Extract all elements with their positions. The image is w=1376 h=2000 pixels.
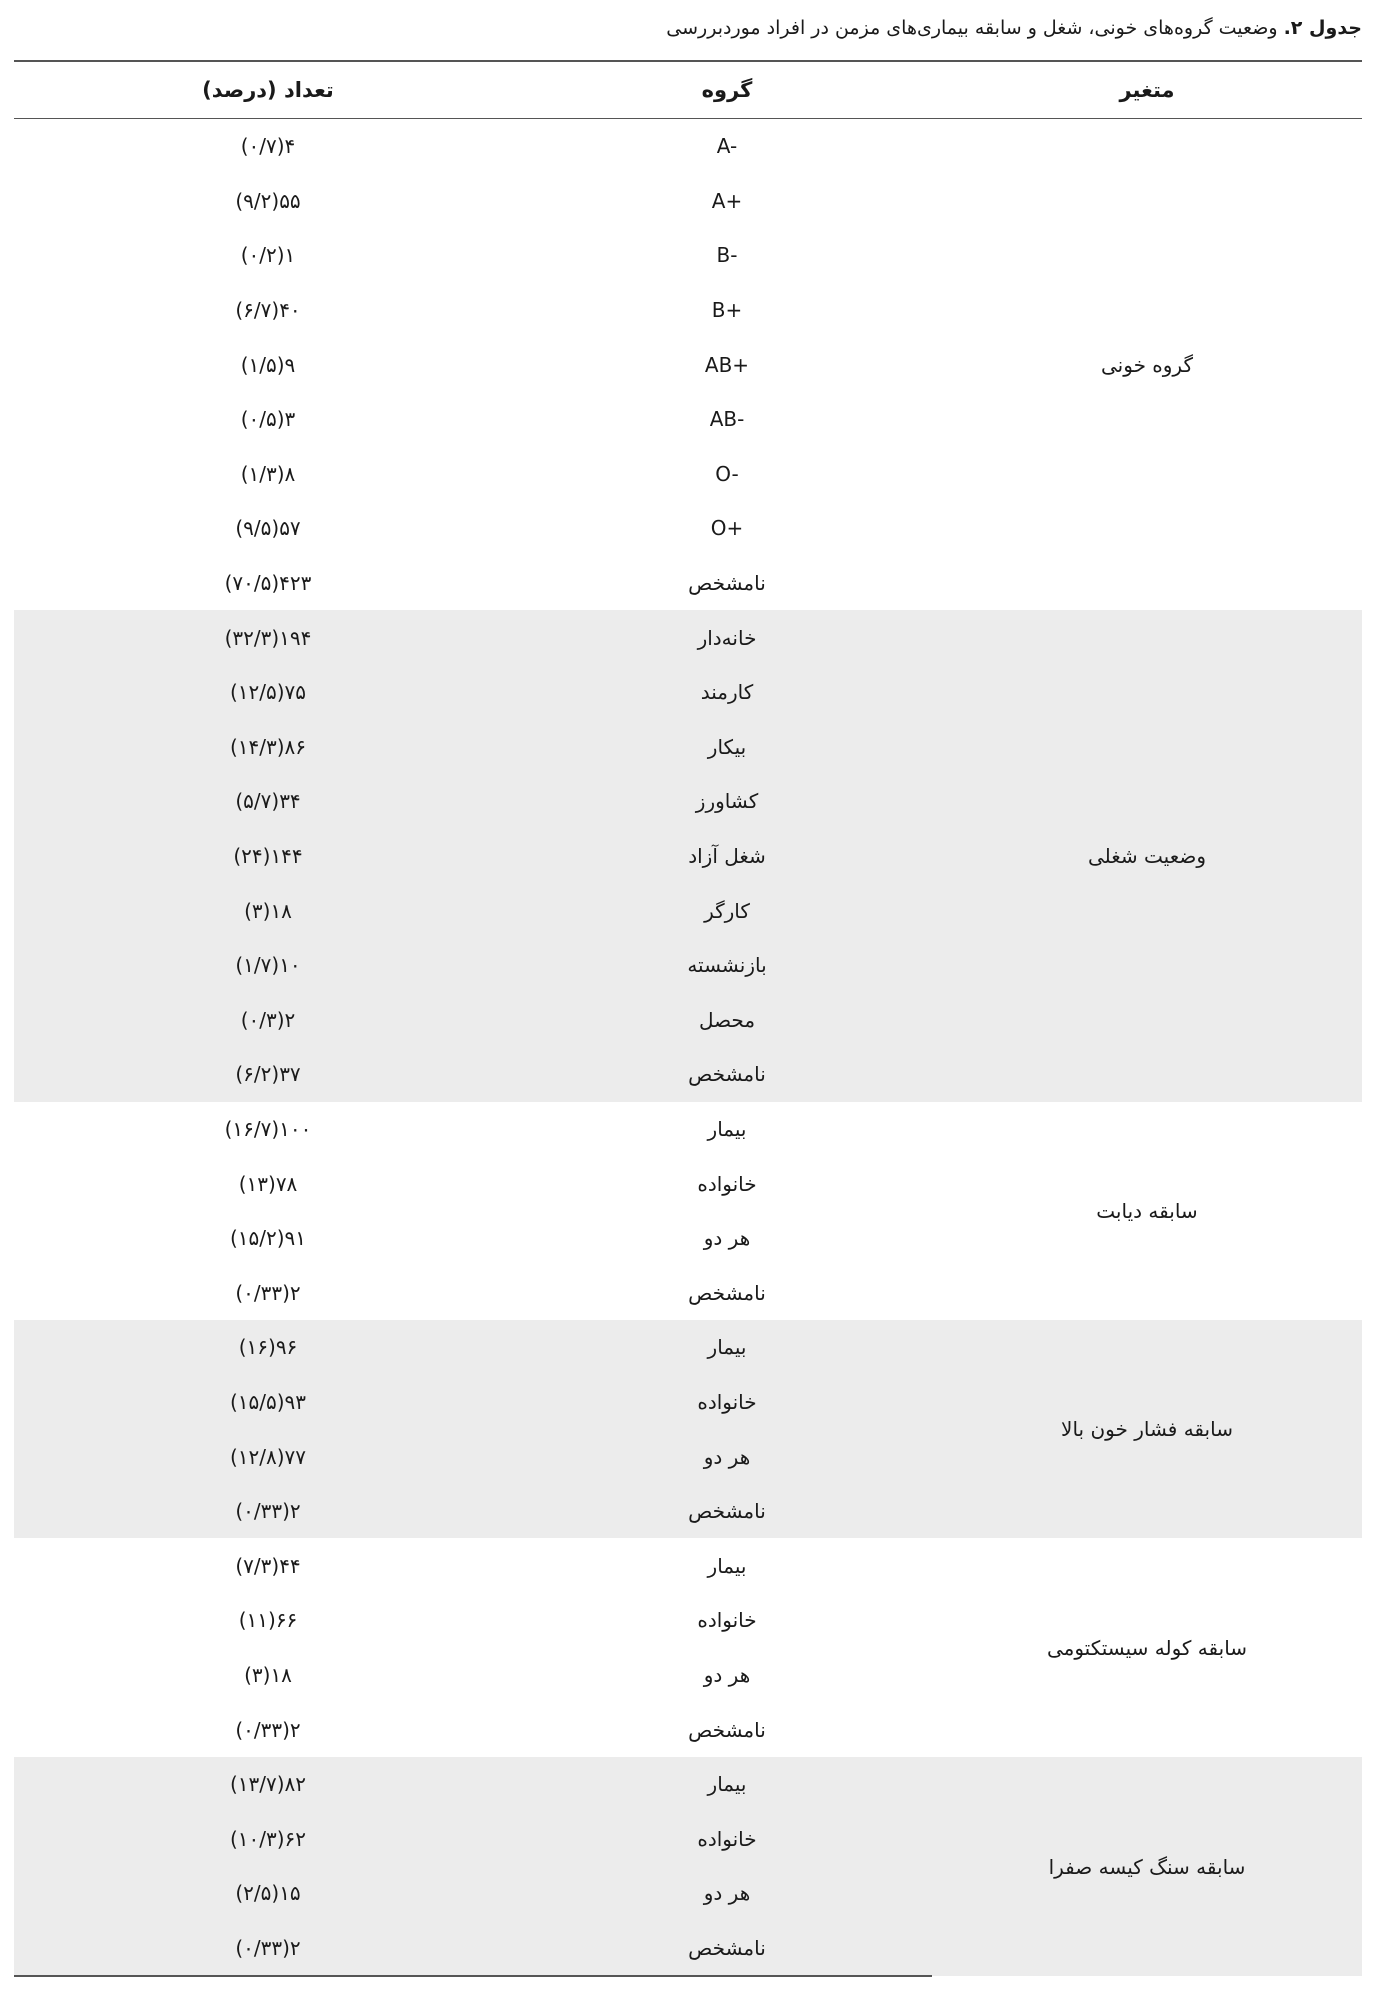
count-cell: ۵۷(۹/۵) — [235, 516, 301, 541]
caption-label: جدول ۲. — [1283, 17, 1362, 39]
group-cell: بیمار — [522, 1757, 932, 1812]
table-row — [14, 119, 1362, 174]
count-cell: ۱۰(۱/۷) — [14, 938, 522, 993]
group-cell: نامشخص — [688, 1280, 766, 1305]
count-cell: ۷۵(۱۲/۵) — [14, 665, 522, 720]
count-cell: ۹۶(۱۶) — [14, 1320, 522, 1375]
group-cell: A+ — [711, 188, 743, 213]
group-cell: O- — [715, 461, 739, 486]
count-cell: ۲(۰/۳۳) — [14, 1484, 522, 1539]
header-group: گروه — [522, 61, 932, 119]
group-cell: نامشخص — [688, 1717, 766, 1742]
count-cell: ۸(۱/۳) — [240, 461, 296, 486]
group-cell: هر دو — [703, 1662, 751, 1687]
count-cell: ۱۸(۳) — [14, 883, 522, 938]
group-cell: A- — [716, 134, 738, 159]
count-cell: ۲(۰/۳) — [14, 993, 522, 1048]
table-row — [14, 1757, 1362, 1812]
table-body — [14, 119, 1362, 1977]
group-cell: کشاورز — [522, 774, 932, 829]
group-cell: خانواده — [697, 1171, 757, 1196]
count-cell: ۷۷(۱۲/۸) — [14, 1429, 522, 1484]
caption-text: وضعیت گروه‌های خونی، شغل و سابقه بیماری‌های مزمن در افراد موردبررسی — [666, 17, 1278, 39]
count-cell: ۷۸(۱۳) — [238, 1171, 298, 1196]
count-cell: ۸۶(۱۴/۳) — [14, 720, 522, 775]
group-cell: نامشخص — [688, 571, 766, 596]
group-cell: هر دو — [703, 1226, 751, 1251]
count-cell: ۵۵(۹/۲) — [235, 188, 301, 213]
table-caption — [14, 14, 1362, 42]
count-cell: ۶۲(۱۰/۳) — [14, 1811, 522, 1866]
group-cell: خانواده — [522, 1811, 932, 1866]
group-cell: B+ — [711, 298, 743, 323]
group-cell: خانواده — [697, 1608, 757, 1633]
count-cell: ۱۵(۲/۵) — [14, 1866, 522, 1921]
group-cell: B- — [716, 243, 738, 268]
table-row — [14, 1102, 1362, 1157]
count-cell: ۱(۰/۲) — [240, 243, 296, 268]
data-table — [14, 60, 1362, 1977]
count-cell: ۹(۱/۵) — [240, 352, 296, 377]
group-cell: AB+ — [704, 352, 750, 377]
group-cell: بیمار — [522, 1320, 932, 1375]
group-cell: محصل — [522, 993, 932, 1048]
table-row — [14, 1320, 1362, 1375]
count-cell: ۳۷(۶/۲) — [14, 1047, 522, 1102]
group-cell: بیکار — [522, 720, 932, 775]
count-cell: ۲(۰/۳۳) — [14, 1921, 522, 1977]
variable-cell: سابقه دیابت — [1096, 1198, 1198, 1223]
variable-cell: وضعیت شغلی — [932, 610, 1362, 1101]
group-cell: شغل آزاد — [522, 829, 932, 884]
group-cell: نامشخص — [522, 1921, 932, 1977]
group-cell: نامشخص — [522, 1484, 932, 1539]
count-cell: ۲(۰/۳۳) — [235, 1280, 301, 1305]
count-cell: ۸۲(۱۳/۷) — [14, 1757, 522, 1812]
count-cell: ۱۰۰(۱۶/۷) — [224, 1116, 312, 1141]
group-cell: خانواده — [522, 1375, 932, 1430]
count-cell: ۱۴۴(۲۴) — [14, 829, 522, 884]
variable-cell: سابقه کوله سیستکتومی — [1046, 1635, 1248, 1660]
count-cell: ۴۰(۶/۷) — [235, 298, 301, 323]
count-cell: ۹۱(۱۵/۲) — [229, 1226, 307, 1251]
count-cell: ۴(۰/۷) — [240, 134, 296, 159]
table-header — [14, 61, 1362, 119]
variable-cell: سابقه سنگ کیسه صفرا — [932, 1757, 1362, 1976]
header-count: تعداد (درصد) — [14, 61, 522, 119]
group-cell: O+ — [710, 516, 744, 541]
variable-cell: سابقه فشار خون بالا — [932, 1320, 1362, 1538]
group-cell: هر دو — [522, 1866, 932, 1921]
count-cell: ۴۲۳(۷۰/۵) — [224, 571, 312, 596]
group-cell: کارمند — [522, 665, 932, 720]
count-cell: ۳(۰/۵) — [240, 407, 296, 432]
group-cell: هر دو — [522, 1429, 932, 1484]
count-cell: ۱۹۴(۳۲/۳) — [14, 610, 522, 665]
group-cell: خانه‌دار — [522, 610, 932, 665]
group-cell: بیمار — [707, 1553, 747, 1578]
table-row — [14, 610, 1362, 665]
count-cell: ۴۴(۷/۳) — [235, 1553, 301, 1578]
count-cell: ۱۸(۳) — [244, 1662, 292, 1687]
group-cell: کارگر — [522, 883, 932, 938]
count-cell: ۶۶(۱۱) — [238, 1608, 298, 1633]
header-row — [14, 61, 1362, 119]
group-cell: بیمار — [707, 1116, 747, 1141]
table-row — [14, 1538, 1362, 1593]
count-cell: ۳۴(۵/۷) — [14, 774, 522, 829]
group-cell: نامشخص — [522, 1047, 932, 1102]
group-cell: بازنشسته — [522, 938, 932, 993]
count-cell: ۹۳(۱۵/۵) — [14, 1375, 522, 1430]
group-cell: AB- — [709, 407, 745, 432]
variable-cell: گروه خونی — [1101, 352, 1193, 377]
count-cell: ۲(۰/۳۳) — [235, 1717, 301, 1742]
header-variable: متغیر — [932, 61, 1362, 119]
